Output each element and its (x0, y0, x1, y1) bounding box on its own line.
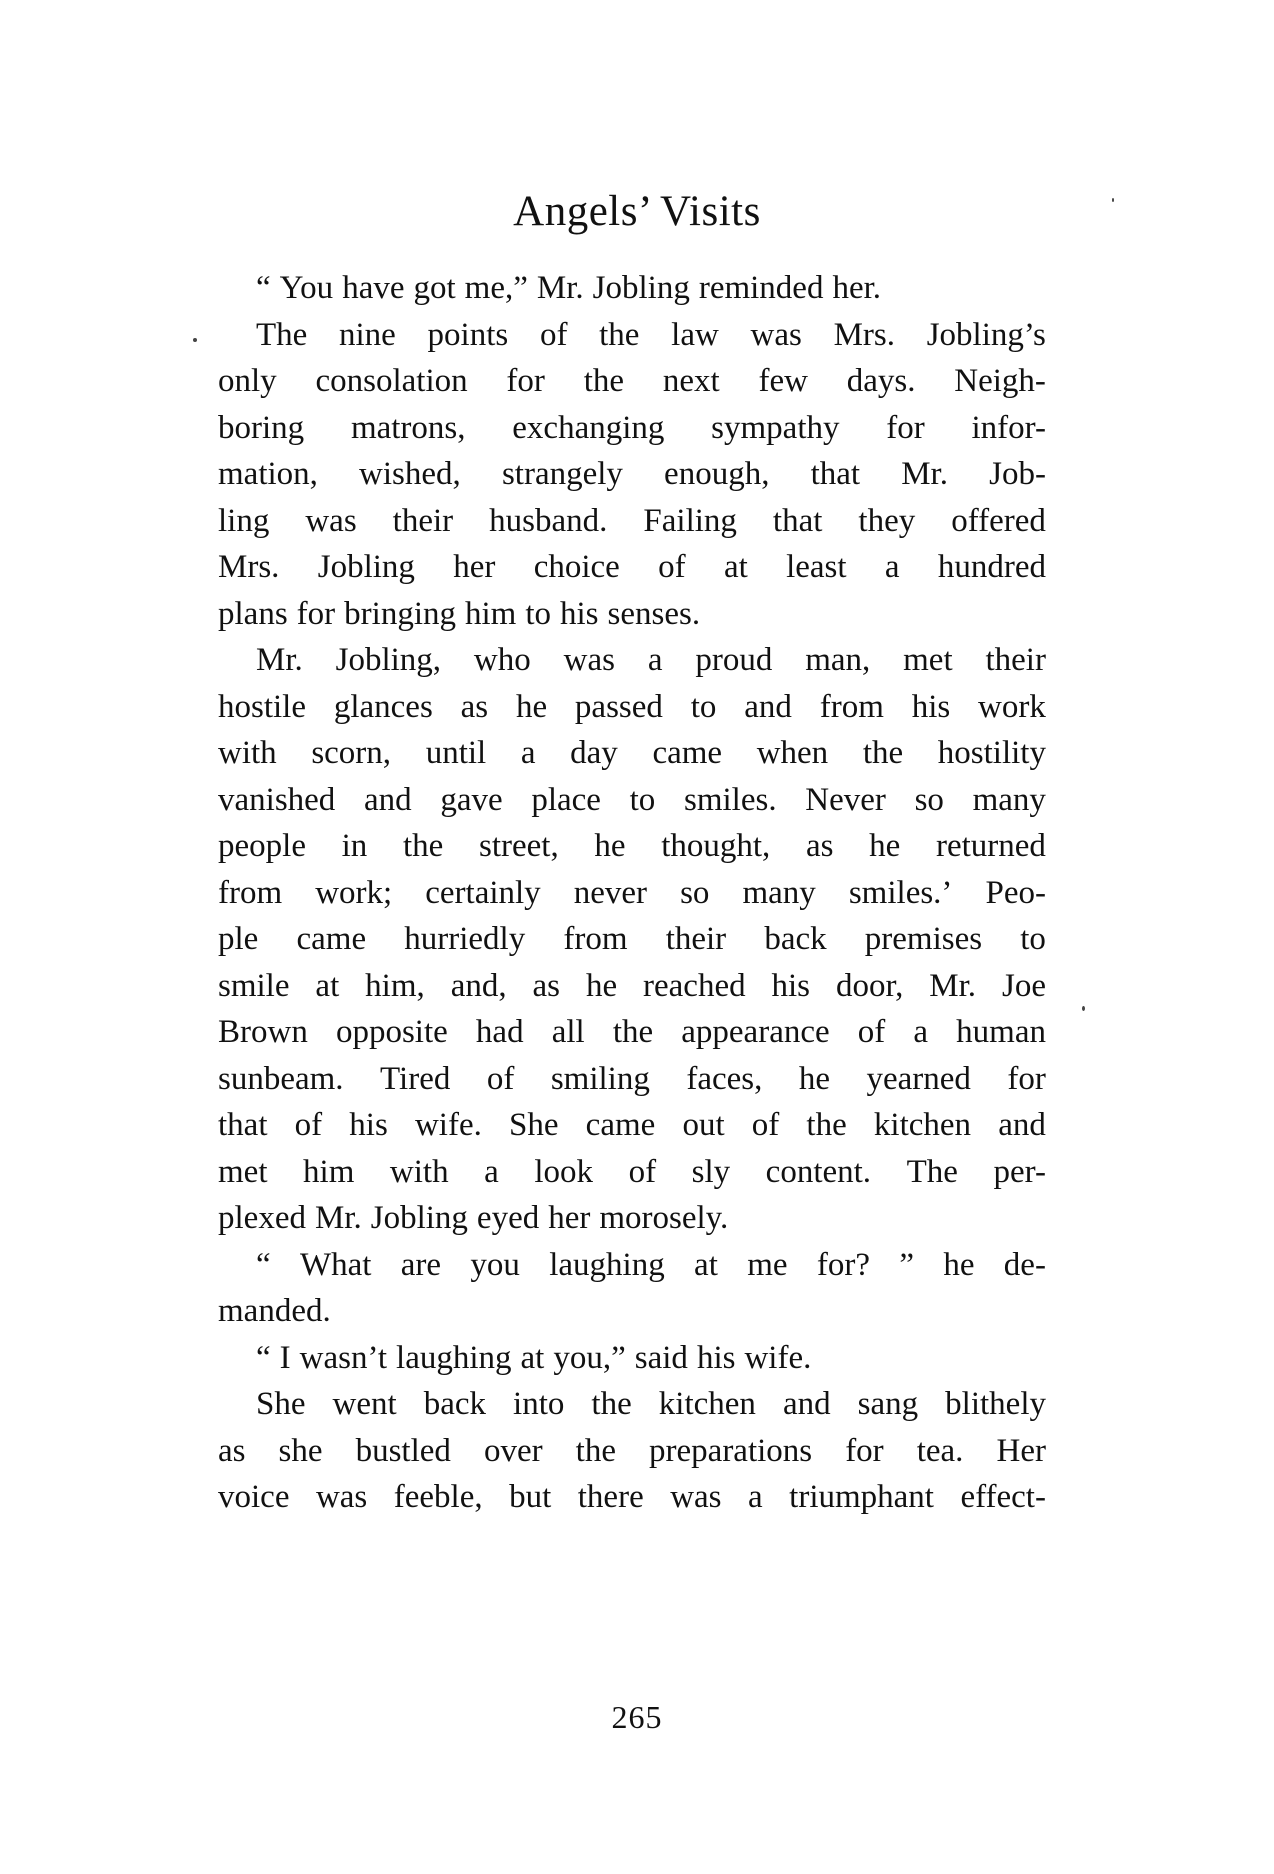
text-line (218, 1288, 1046, 1335)
word: premises (864, 921, 983, 957)
word: scorn, (311, 735, 392, 771)
word: content. (765, 1153, 872, 1190)
word: What (299, 1246, 372, 1283)
word: kitchen (873, 1107, 972, 1143)
word: was (305, 502, 357, 539)
word: the (575, 1432, 616, 1469)
word: the (599, 316, 640, 353)
word: sly (691, 1153, 731, 1190)
word: was (563, 642, 615, 678)
word: to (1020, 921, 1046, 957)
word: him (464, 595, 517, 632)
word: Brown (218, 1014, 308, 1050)
word: triumphant (789, 1479, 934, 1515)
word: wasn’t (299, 1339, 388, 1376)
word: The (906, 1153, 958, 1190)
word: bringing (344, 595, 456, 632)
word: her (548, 1200, 591, 1236)
word: thought, (661, 828, 771, 864)
text-line (218, 451, 1046, 498)
word: as (460, 688, 489, 725)
word: plexed (218, 1200, 306, 1236)
word: Jobling’s (926, 316, 1046, 353)
word: over (483, 1432, 543, 1469)
word: out (682, 1107, 725, 1143)
word: ” (899, 1246, 914, 1283)
text-line (218, 312, 1046, 359)
text-line (218, 1242, 1046, 1289)
word: he (585, 967, 618, 1004)
body-text (218, 265, 1046, 1521)
word: infor- (971, 409, 1046, 446)
word: nine (339, 316, 396, 353)
text-line (218, 265, 1046, 312)
word: Jobling (592, 270, 690, 306)
text-line (218, 405, 1046, 452)
word: with (389, 1153, 449, 1190)
word: Jobling (317, 549, 415, 585)
word: met (903, 642, 953, 678)
word: faces, (686, 1060, 763, 1097)
word: street, (478, 828, 559, 864)
word: him (303, 1153, 355, 1190)
word: to (525, 595, 551, 632)
word: there (577, 1479, 644, 1515)
text-line (218, 498, 1046, 545)
word: eyed (476, 1200, 540, 1236)
word: for (506, 363, 545, 399)
word: his (771, 967, 811, 1004)
word: her. (832, 270, 882, 306)
word: to (629, 781, 656, 818)
word: he (869, 828, 901, 864)
word: Jobling (370, 1200, 468, 1236)
word: Joe (1001, 967, 1046, 1004)
word: sunbeam. (218, 1060, 344, 1097)
word: the (806, 1107, 847, 1143)
word: was (670, 1479, 722, 1515)
word: said (634, 1339, 688, 1376)
text-line (218, 1381, 1046, 1428)
word: for (845, 1432, 884, 1469)
word: for (886, 409, 925, 446)
word: was (750, 316, 802, 353)
word: Her (996, 1432, 1046, 1469)
word: bustled (355, 1432, 451, 1469)
word: back (764, 921, 827, 957)
word: “ (256, 270, 271, 306)
word: a (520, 735, 536, 771)
word: him, (365, 967, 425, 1004)
word: at (723, 549, 748, 585)
word: ling (218, 502, 270, 539)
word: for? (816, 1246, 870, 1283)
word: day (570, 735, 618, 771)
word: look (534, 1153, 594, 1190)
text-line (218, 1474, 1046, 1521)
word: man, (805, 642, 871, 678)
word: door, (835, 967, 904, 1004)
word: as (805, 828, 834, 864)
word: the (612, 1014, 654, 1050)
word: had (475, 1014, 524, 1050)
text-line (218, 544, 1046, 591)
text-line (218, 637, 1046, 684)
text-line (218, 730, 1046, 777)
word: never (573, 874, 648, 911)
word: hurriedly (404, 921, 526, 957)
text-line (218, 1428, 1046, 1475)
word: sympathy (711, 409, 840, 446)
word: you (470, 1246, 520, 1283)
word: a (748, 1479, 763, 1515)
word: points (427, 316, 509, 353)
word: his (696, 1339, 736, 1376)
word: from (819, 688, 884, 725)
word: smiling (550, 1060, 650, 1097)
word: law (671, 316, 719, 353)
word: tea. (916, 1432, 964, 1469)
word: until (425, 735, 487, 771)
word: was (315, 1479, 368, 1515)
word: of (294, 1107, 323, 1143)
text-line (218, 1149, 1046, 1196)
text-line (218, 1009, 1046, 1056)
word: Mr. (314, 1200, 362, 1236)
word: hostile (218, 688, 306, 725)
text-line (218, 916, 1046, 963)
word: their (665, 921, 727, 957)
word: exchanging (512, 409, 665, 446)
word: only (218, 363, 277, 399)
word: as (218, 1432, 246, 1469)
word: of (857, 1014, 886, 1050)
word: gave (440, 781, 503, 818)
word: of (628, 1153, 657, 1190)
word: into (513, 1386, 565, 1422)
word: human (956, 1014, 1046, 1050)
word: and (782, 1386, 831, 1422)
word: Mr. (929, 967, 977, 1004)
word: hundred (937, 549, 1046, 585)
text-line (218, 870, 1046, 917)
word: came (296, 921, 367, 957)
word: who (473, 642, 531, 678)
word: returned (935, 828, 1046, 864)
word: Tired (380, 1060, 451, 1097)
word: so (914, 781, 944, 818)
word: matrons, (350, 409, 466, 446)
word: at (520, 1339, 545, 1376)
word: a (484, 1153, 499, 1190)
word: and (744, 688, 792, 725)
text-line (218, 963, 1046, 1010)
word: I (279, 1339, 291, 1376)
word: feeble, (393, 1479, 483, 1515)
word: Peo- (985, 874, 1046, 911)
word: as (532, 967, 561, 1004)
text-line (218, 684, 1046, 731)
word: morosely. (599, 1200, 729, 1236)
word: and, (450, 967, 507, 1004)
word: you,” (553, 1339, 626, 1376)
word: de- (1003, 1246, 1046, 1283)
word: strangely (501, 456, 623, 492)
word: choice (533, 549, 620, 585)
word: kitchen (658, 1386, 756, 1422)
word: from (563, 921, 628, 957)
word: plans (218, 595, 288, 632)
word: vanished (218, 781, 336, 818)
word: offered (951, 502, 1046, 539)
word: that (810, 456, 861, 492)
word: with (218, 735, 277, 771)
word: Mrs. (218, 549, 280, 585)
word: smile (218, 967, 290, 1004)
scan-speck (193, 338, 197, 342)
word: her (453, 549, 496, 585)
word: place (531, 781, 601, 818)
word: She (256, 1386, 306, 1422)
word: mation, (218, 456, 318, 492)
word: few (758, 363, 808, 399)
word: his (560, 595, 599, 632)
word: work; (315, 874, 393, 911)
word: so (680, 874, 710, 911)
word: of (751, 1107, 780, 1143)
word: Job- (989, 456, 1046, 492)
text-line (218, 823, 1046, 870)
word: wife. (414, 1107, 482, 1143)
word: wife. (744, 1339, 812, 1376)
word: reminded (698, 270, 824, 306)
word: of (539, 316, 568, 353)
word: in (341, 828, 368, 864)
word: at (694, 1246, 718, 1283)
word: senses. (607, 595, 701, 632)
page-number: 265 (611, 1699, 663, 1735)
word: blithely (945, 1386, 1046, 1422)
word: per- (993, 1153, 1046, 1190)
word: smiles. (683, 781, 777, 818)
word: You (279, 270, 334, 306)
word: Neigh- (954, 363, 1046, 399)
word: consolation (315, 363, 468, 399)
word: of (658, 549, 686, 585)
word: certainly (425, 874, 541, 911)
word: “ (256, 1246, 271, 1283)
word: Mr. (536, 270, 584, 306)
word: came (585, 1107, 656, 1143)
word: me (747, 1246, 788, 1283)
word: Mr. (901, 456, 948, 492)
word: laughing (549, 1246, 665, 1283)
word: the (583, 363, 625, 399)
word: people (218, 828, 306, 864)
word: for (1007, 1060, 1046, 1097)
word: to (690, 688, 717, 725)
word: his (911, 688, 951, 725)
word: glances (333, 688, 433, 725)
word: wished, (359, 456, 461, 492)
word: Failing (643, 502, 737, 539)
word: The (256, 316, 308, 353)
text-line (218, 1102, 1046, 1149)
word: all (551, 1014, 585, 1050)
word: opposite (335, 1014, 448, 1050)
text-line (218, 1335, 1046, 1382)
word: Never (805, 781, 886, 818)
word: a (913, 1014, 929, 1050)
word: many (742, 874, 816, 911)
text-line (218, 777, 1046, 824)
word: husband. (489, 502, 608, 539)
word: “ (256, 1339, 271, 1376)
word: sang (857, 1386, 919, 1422)
word: met (218, 1153, 268, 1190)
word: the (591, 1386, 632, 1422)
word: that (772, 502, 823, 539)
text-line (218, 591, 1046, 638)
word: many (972, 781, 1046, 818)
word: voice (218, 1479, 290, 1515)
word: enough, (664, 456, 770, 492)
word: and (998, 1107, 1046, 1143)
word: that (218, 1107, 268, 1143)
word: from (218, 874, 283, 911)
word: work (978, 688, 1046, 725)
word: me,” (464, 270, 528, 306)
word: reached (643, 967, 746, 1004)
word: have (342, 270, 405, 306)
word: Jobling, (335, 642, 442, 678)
word: their (392, 502, 454, 539)
word: they (858, 502, 916, 539)
word: back (423, 1386, 487, 1422)
word: Mr. (256, 642, 303, 678)
word: he (594, 828, 626, 864)
word: She (509, 1107, 559, 1143)
word: proud (695, 642, 773, 678)
word: yearned (866, 1060, 971, 1097)
word: a (884, 549, 900, 585)
word: he (798, 1060, 831, 1097)
word: the (862, 735, 904, 771)
word: came (652, 735, 723, 771)
running-head: Angels’ Visits (513, 188, 761, 235)
text-line (218, 1056, 1046, 1103)
word: their (985, 642, 1046, 678)
scan-speck (1082, 1006, 1085, 1011)
word: are (400, 1246, 442, 1283)
word: next (662, 363, 720, 399)
word: smiles.’ (848, 874, 953, 911)
word: effect- (960, 1479, 1046, 1515)
word: boring (218, 409, 305, 446)
word: ple (218, 921, 259, 957)
word: least (786, 549, 847, 585)
word: Mrs. (833, 316, 895, 353)
word: when (756, 735, 829, 771)
word: his (349, 1107, 388, 1143)
word: went (332, 1386, 397, 1422)
word: appearance (681, 1014, 830, 1050)
word: laughing (396, 1339, 512, 1376)
word: but (509, 1479, 552, 1515)
word: at (315, 967, 340, 1004)
word: hostility (937, 735, 1046, 771)
text-line (218, 1195, 1046, 1242)
text-line (218, 358, 1046, 405)
word: a (647, 642, 663, 678)
word: and (364, 781, 412, 818)
word: for (296, 595, 336, 632)
word: got (413, 270, 456, 306)
word: of (486, 1060, 515, 1097)
scan-speck (1112, 198, 1114, 202)
word: days. (846, 363, 916, 399)
word: preparations (649, 1432, 813, 1469)
word: he (515, 688, 548, 725)
word: she (278, 1432, 323, 1469)
word: passed (574, 688, 663, 725)
word: the (402, 828, 444, 864)
word: he (943, 1246, 975, 1283)
word: manded. (218, 1293, 331, 1329)
